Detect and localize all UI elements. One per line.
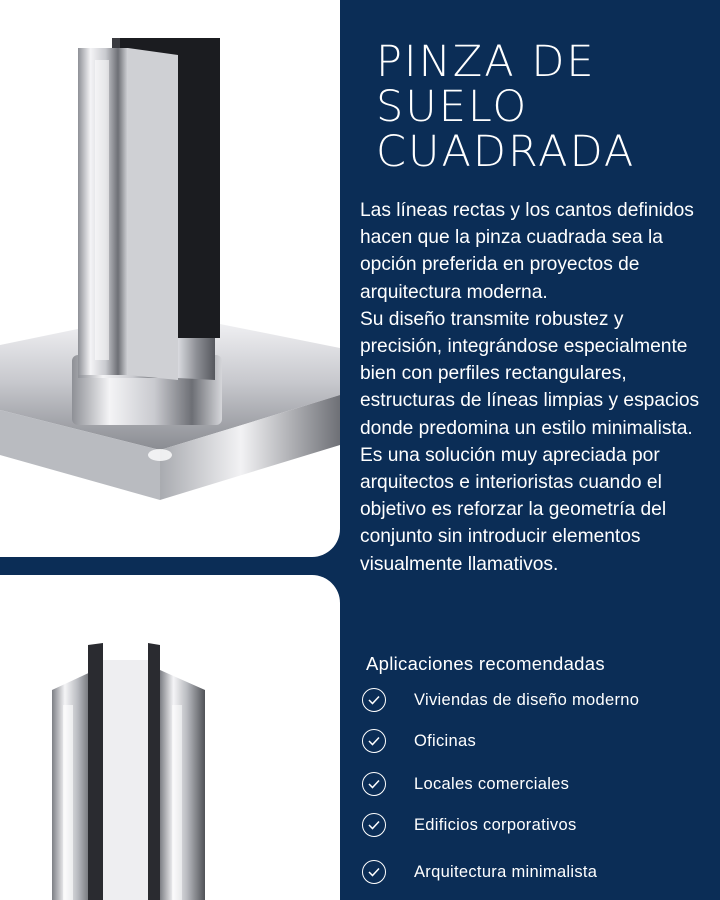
list-item-label: Locales comerciales	[414, 774, 570, 793]
list-item	[362, 813, 577, 837]
list-item-label: Edificios corporativos	[414, 815, 577, 834]
list-item	[362, 688, 639, 712]
title-line-3: CUADRADA	[376, 127, 636, 177]
title-line-2: SUELO	[376, 82, 529, 132]
description-paragraph: Es una solución muy apreciada por arquitectos e interioristas cuando el objetivo es reforzar la geometría del conjunto sin introducir elementos visualmente llamativos.	[360, 444, 667, 575]
list-item-label: Arquitectura minimalista	[414, 862, 598, 881]
list-item-label: Viviendas de diseño moderno	[414, 690, 640, 709]
check-circle-icon	[362, 860, 386, 884]
list-item	[362, 729, 476, 753]
clamp-side-view-image	[0, 575, 340, 900]
check-circle-icon	[362, 688, 386, 712]
check-circle-icon	[362, 772, 386, 796]
description-paragraph: Las líneas rectas y los cantos definidos hacen que la pinza cuadrada sea la opción preferida en proyectos de arquitectura moderna.	[360, 200, 694, 303]
check-circle-icon	[362, 813, 386, 837]
applications-heading: Aplicaciones recomendadas	[366, 653, 605, 674]
product-photo-bottom	[0, 575, 340, 900]
page-title	[376, 37, 706, 177]
list-item	[362, 860, 597, 884]
square-floor-clamp-image	[0, 0, 340, 557]
product-photo-top	[0, 0, 340, 557]
check-circle-icon	[362, 729, 386, 753]
list-item-label: Oficinas	[414, 731, 477, 750]
product-description	[360, 197, 710, 578]
list-item	[362, 772, 569, 796]
title-line-1: PINZA DE	[376, 37, 596, 87]
description-paragraph: Su diseño transmite robustez y precisión, integrándose especialmente bien con perfiles rectangulares, estructuras de líneas limpias y espacios donde predomina un estilo minimalista.	[360, 308, 700, 439]
